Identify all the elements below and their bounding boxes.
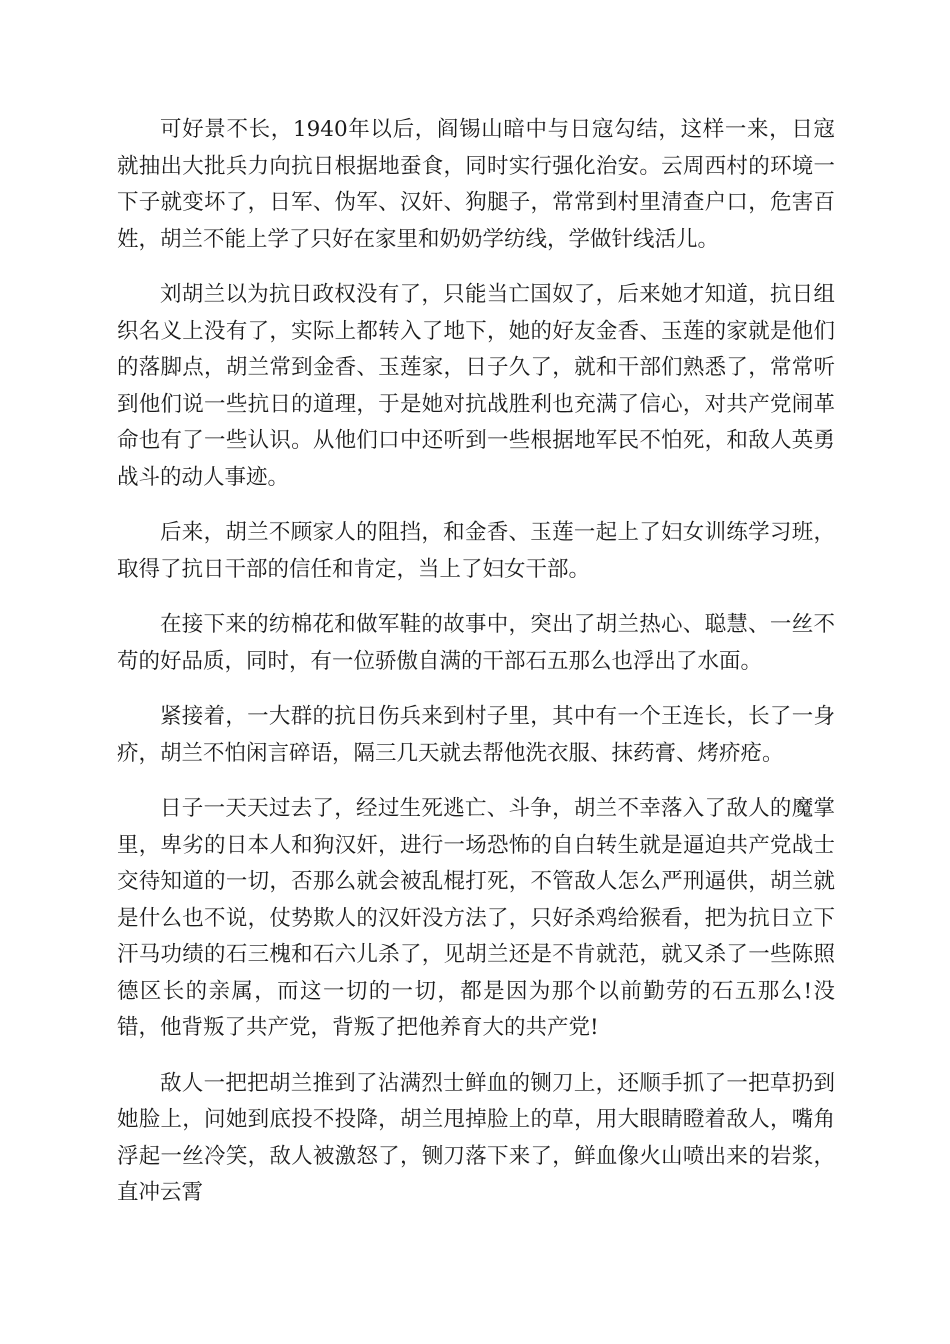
paragraph-2: 刘胡兰以为抗日政权没有了，只能当亡国奴了，后来她才知道，抗日组织名义上没有了，实际上都转入了地下，她的好友金香、玉莲的家就是他们的落脚点，胡兰常到金香、玉莲家，日子久了，就和干部们熟悉了，常常听到他们说一些抗日的道理，于是她对抗战胜利也充满了信心，对共产党闹革命也有了一些认识。从他们口中还听到一些根据地军民不怕死，和敌人英勇战斗的动人事迹。 [117,282,835,490]
paragraph-6: 日子一天天过去了，经过生死逃亡、斗争，胡兰不幸落入了敌人的魔掌里，卑劣的日本人和狗汉奸，进行一场恐怖的自白转生就是逼迫共产党战士交待知道的一切，否那么就会被乱棍打死，不管敌人怎么严刑逼供，胡兰就是什么也不说，仗势欺人的汉奸没方法了，只好杀鸡给猴看，把为抗日立下汗马功绩的石三槐和石六儿杀了，见胡兰还是不肯就范，就又杀了一些陈照德区长的亲属，而这一切的一切，都是因为那个以前勤劳的石五那么!没错，他背叛了共产党，背叛了把他养育大的共产党! [117,796,835,1040]
paragraph-1: 可好景不长，1940年以后，阎锡山暗中与日寇勾结，这样一来，日寇就抽出大批兵力向抗日根据地蚕食，同时实行强化治安。云周西村的环境一下子就变坏了，日军、伪军、汉奸、狗腿子，常常到村里清查户口，危害百姓，胡兰不能上学了只好在家里和奶奶学纺线，学做针线活儿。 [117,117,835,252]
paragraph-4: 在接下来的纺棉花和做军鞋的故事中，突出了胡兰热心、聪慧、一丝不苟的好品质，同时，有一位骄傲自满的干部石五那么也浮出了水面。 [117,612,835,674]
paragraph-3: 后来，胡兰不顾家人的阻挡，和金香、玉莲一起上了妇女训练学习班，取得了抗日干部的信任和肯定，当上了妇女干部。 [117,520,835,582]
paragraph-5: 紧接着，一大群的抗日伤兵来到村子里，其中有一个王连长，长了一身疥，胡兰不怕闲言碎语，隔三几天就去帮他洗衣服、抹药膏、烤疥疮。 [117,704,835,766]
paragraph-7: 敌人一把把胡兰推到了沾满烈士鲜血的铡刀上，还顺手抓了一把草扔到她脸上，问她到底投不投降，胡兰甩掉脸上的草，用大眼睛瞪着敌人，嘴角浮起一丝冷笑，敌人被激怒了，铡刀落下来了，鲜血像火山喷出来的岩浆，直冲云霄 [117,1070,835,1205]
document-body [117,112,835,1231]
